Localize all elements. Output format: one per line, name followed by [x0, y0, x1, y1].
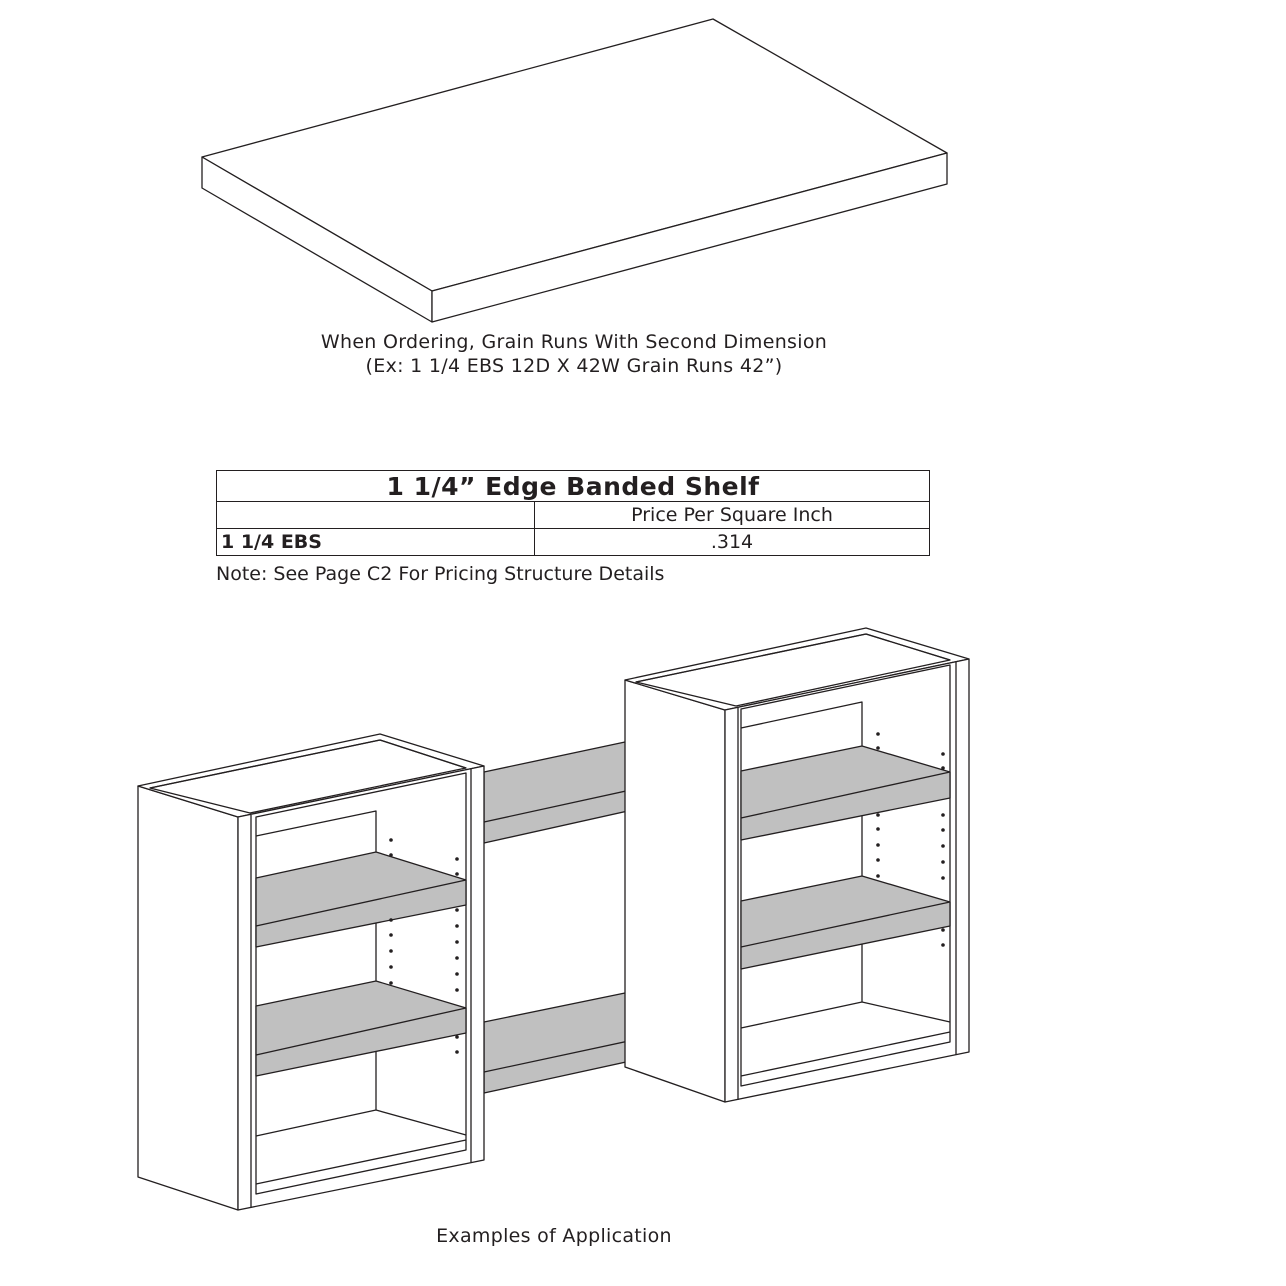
price-table: [216, 470, 930, 556]
grain-direction-example: (Ex: 1 1/4 EBS 12D X 42W Grain Runs 42”): [365, 355, 783, 377]
table-title: 1 1/4” Edge Banded Shelf: [217, 471, 930, 502]
pricing-note: Note: See Page C2 For Pricing Structure Details: [216, 563, 665, 585]
table-header-row: [217, 502, 930, 529]
right-cabinet: [625, 628, 969, 1102]
table-row: [217, 529, 930, 556]
application-caption: Examples of Application: [436, 1225, 672, 1247]
application-illustration: [128, 620, 988, 1220]
empty-header-cell: [217, 502, 535, 529]
table-title-row: [217, 471, 930, 502]
grain-direction-caption: When Ordering, Grain Runs With Second Dimension: [320, 331, 828, 353]
left-cabinet: [138, 734, 484, 1210]
edge-banded-shelf-illustration: [190, 10, 970, 330]
item-cell: 1 1/4 EBS: [217, 529, 535, 556]
price-cell: .314: [535, 529, 930, 556]
price-column-header: Price Per Square Inch: [535, 502, 930, 529]
